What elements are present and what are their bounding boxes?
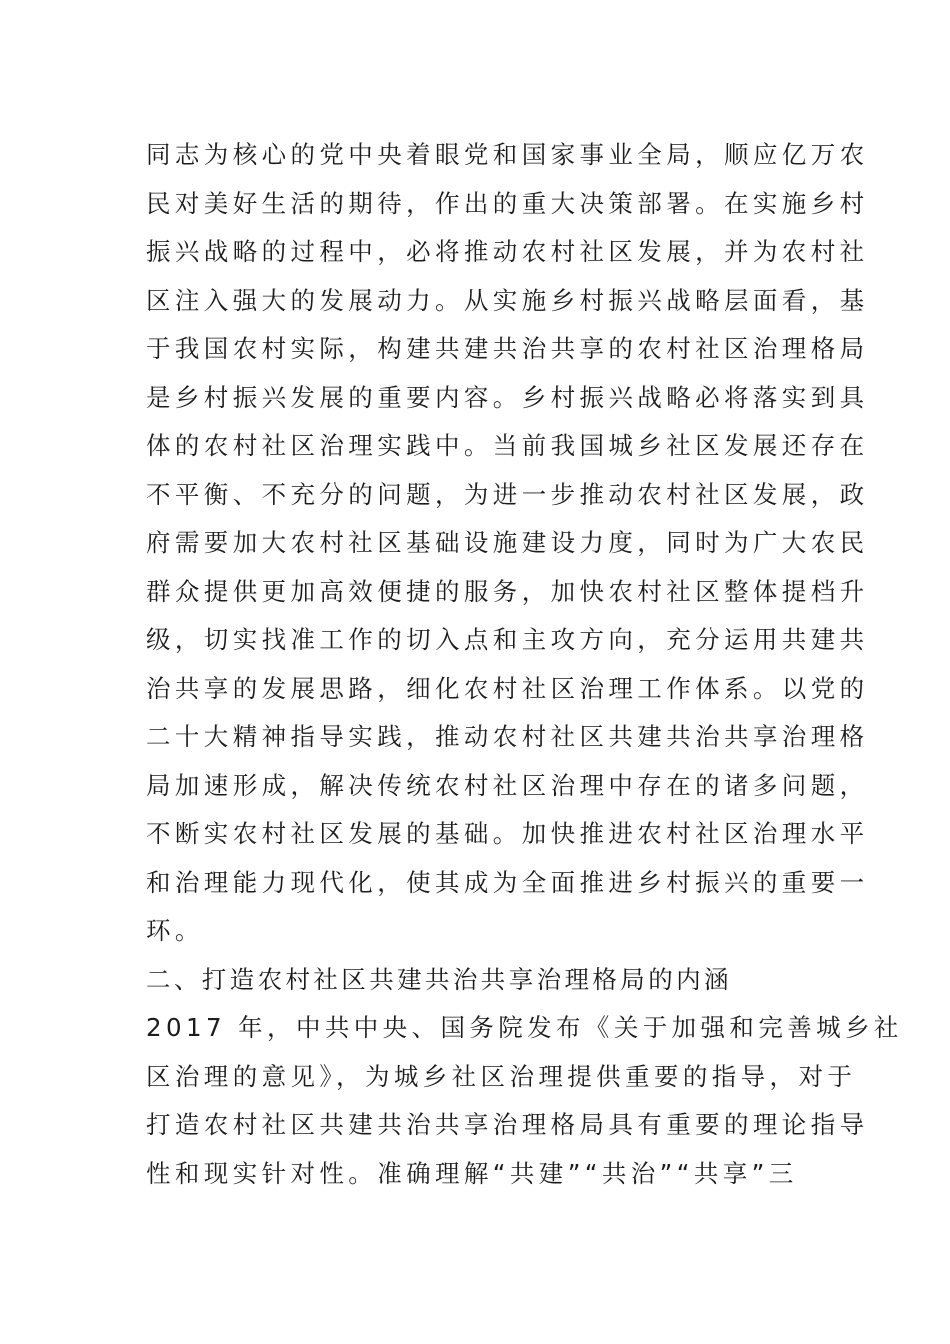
paragraph-line: 级，切实找准工作的切入点和主攻方向，充分运用共建共 [146,625,869,654]
paragraph-line: 性和现实针对性。准确理解“共建”“共治”“共享”三 [146,1158,798,1188]
paragraph-section-2 [146,1004,903,1198]
paragraph-line: 治共享的发展思路，细化农村社区治理工作体系。以党的 [146,673,869,703]
paragraph-line: 打造农村社区共建共治共享治理格局具有重要的理论指导 [146,1110,869,1139]
paragraph-line: 区注入强大的发展动力。从实施乡村振兴战略层面看，基 [146,285,869,315]
paragraph-line: 不平衡、不充分的问题，为进一步推动农村社区发展，政 [146,479,869,509]
paragraph-line: 区治理的意见》，为城乡社区治理提供重要的指导，对于 [146,1061,857,1091]
document-body [146,131,903,1198]
paragraph-intro [146,131,869,956]
paragraph-line: 群众提供更加高效便捷的服务，加快农村社区整体提档升 [146,576,869,606]
paragraph-line: 2017 年，中共中央、国务院发布《关于加强和完善城乡社 [146,1013,903,1042]
paragraph-line: 府需要加大农村社区基础设施建设力度，同时为广大农民 [146,528,869,557]
paragraph-line: 不断实农村社区发展的基础。加快推进农村社区治理水平 [146,819,869,848]
paragraph-line: 是乡村振兴发展的重要内容。乡村振兴战略必将落实到具 [146,382,869,412]
paragraph-line: 振兴战略的过程中，必将推动农村社区发展，并为农村社 [146,237,869,266]
paragraph-line: 环。 [146,916,204,945]
paragraph-line: 民对美好生活的期待，作出的重大决策部署。在实施乡村 [146,188,869,218]
paragraph-line: 局加速形成，解决传统农村社区治理中存在的诸多问题， [146,770,869,800]
paragraph-line: 同志为核心的党中央着眼党和国家事业全局，顺应亿万农 [146,140,869,169]
paragraph-line: 二十大精神指导实践，推动农村社区共建共治共享治理格 [146,722,869,751]
paragraph-line: 和治理能力现代化，使其成为全面推进乡村振兴的重要一 [146,867,869,897]
section-heading: 二、打造农村社区共建共治共享治理格局的内涵 [146,964,732,994]
paragraph-line: 于我国农村实际，构建共建共治共享的农村社区治理格局 [146,334,869,363]
paragraph-line: 体的农村社区治理实践中。当前我国城乡社区发展还存在 [146,431,869,460]
